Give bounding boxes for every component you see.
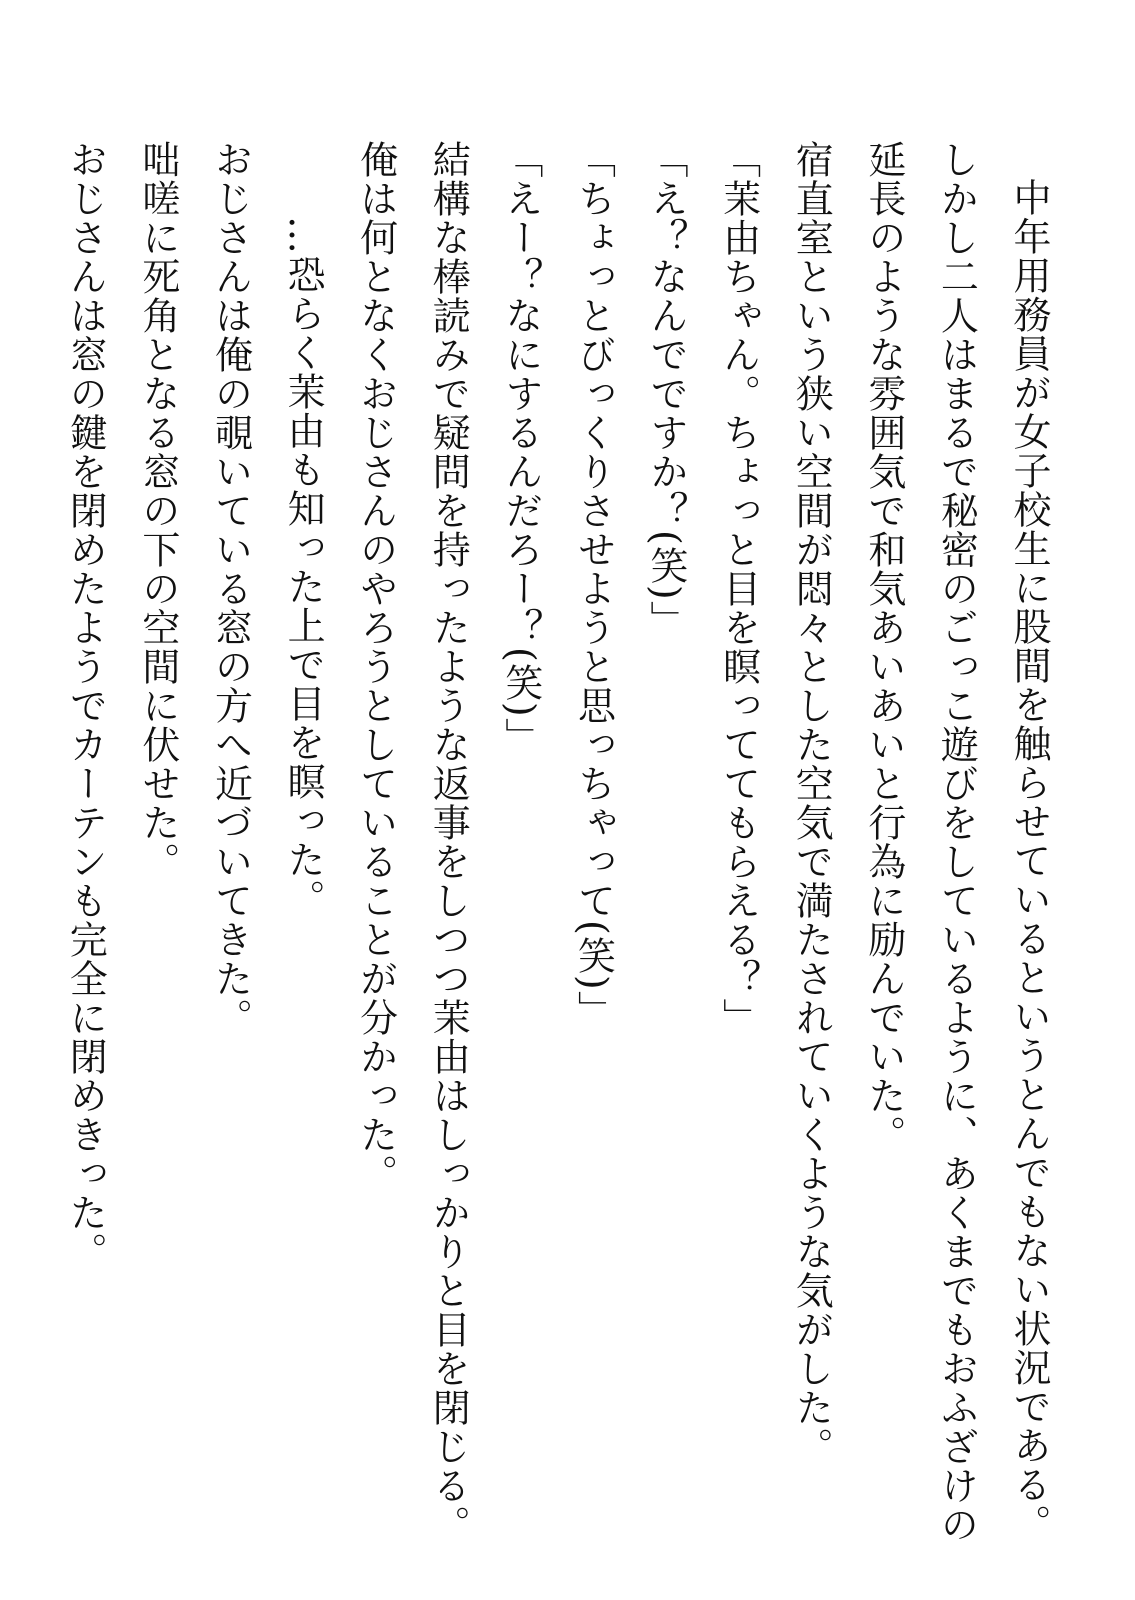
paragraph-line: 俺は何となくおじさんのやろうとしていることが分かった。 (353, 140, 398, 1193)
dialogue-line: 「えー？なにするんだろー？(笑)」 (498, 140, 543, 757)
dialogue-line: 「茉由ちゃん。ちょっと目を瞑っててもらえる？」 (716, 140, 761, 1037)
paragraph-line: おじさんは俺の覗いている窓の方へ近づいてきた。 (208, 140, 253, 1037)
paragraph-line: しかし二人はまるで秘密のごっこ遊びをしているように、あくまでもおふざけの (934, 140, 979, 1544)
paragraph-line: 中年用務員が女子校生に股間を触らせているというとんでもない状況である。 (1007, 178, 1051, 1543)
dialogue-line: 「え？なんでですか？(笑)」 (644, 140, 689, 640)
paragraph-line: …恐らく茉由も知った上で目を瞑った。 (281, 216, 326, 918)
paragraph-line: 宿直室という狭い空間が悶々とした空気で満たされていくような気がした。 (789, 140, 834, 1466)
paragraph-line: おじさんは窓の鍵を閉めたようでカーテンも完全に閉めきった。 (63, 140, 108, 1271)
dialogue-line: 「ちょっとびっくりさせようと思っちゃって(笑)」 (571, 140, 616, 1030)
paragraph-line: 結構な棒読みで疑問を持ったような返事をしつつ茉由はしっかりと目を閉じる。 (426, 140, 471, 1544)
paragraph-line: 延長のような雰囲気で和気あいあいと行為に励んでいた。 (861, 140, 906, 1154)
body-text (49, 140, 1065, 1550)
paragraph-line: 咄嗟に死角となる窓の下の空間に伏せた。 (135, 140, 180, 881)
